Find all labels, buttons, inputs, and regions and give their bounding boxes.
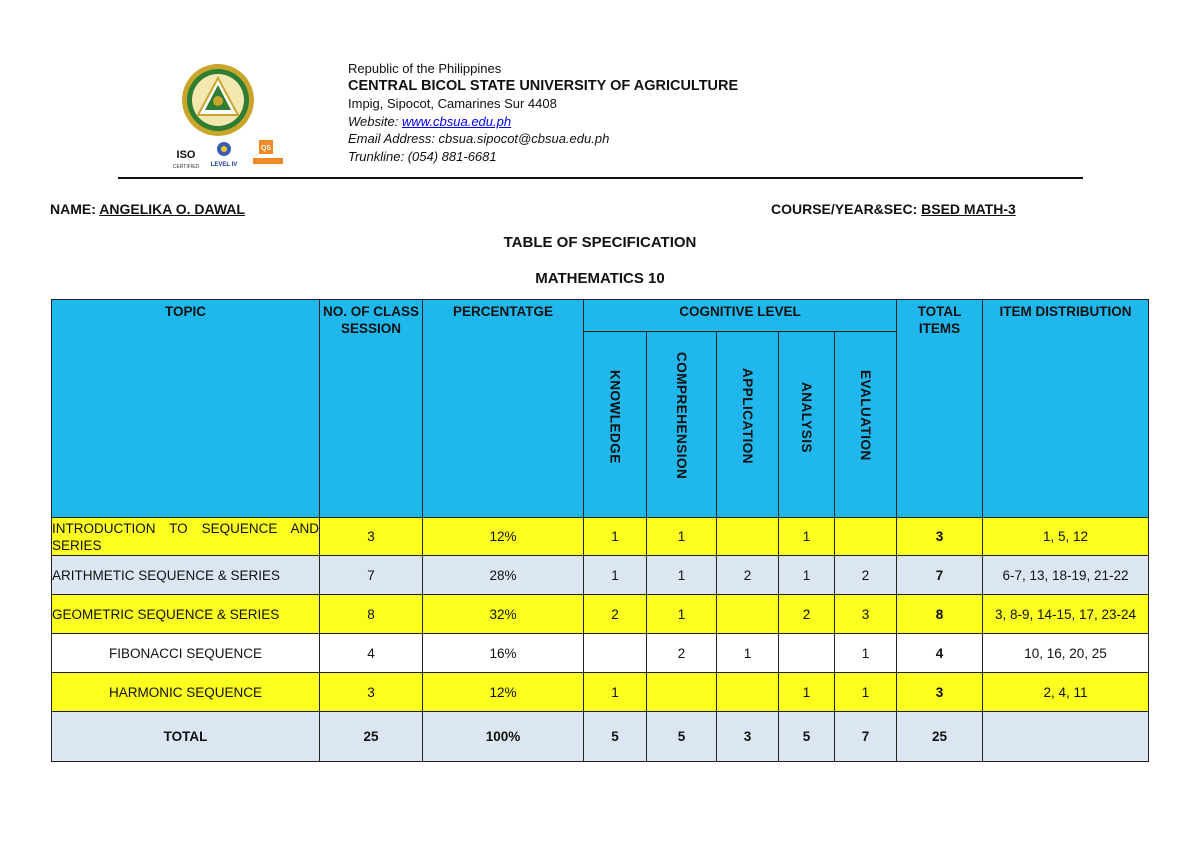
sessions-cell: 7 [320,556,423,595]
comprehension-cell [647,673,717,712]
comprehension-cell: 1 [647,595,717,634]
comprehension-cell: 1 [647,518,717,556]
percentage-cell: 12% [423,518,584,556]
analysis-cell: 1 [779,673,835,712]
analysis-cell: 1 [779,518,835,556]
website-line [348,113,738,131]
analysis-cell: 1 [779,556,835,595]
total-row [52,712,1149,762]
header-topic: TOPIC [52,300,320,518]
name-value: ANGELIKA O. DAWAL [99,201,245,217]
knowledge-cell: 1 [584,673,647,712]
total-comprehension-cell: 5 [647,712,717,762]
analysis-cell [779,634,835,673]
total-items-cell: 4 [897,634,983,673]
analysis-cell: 2 [779,595,835,634]
sessions-cell: 8 [320,595,423,634]
distribution-cell: 6-7, 13, 18-19, 21-22 [983,556,1149,595]
total-items-cell: 3 [897,673,983,712]
header-application [717,332,779,518]
table-row [52,673,1149,712]
application-cell: 1 [717,634,779,673]
distribution-cell: 10, 16, 20, 25 [983,634,1149,673]
website-label: Website: [348,113,402,129]
email-line: Email Address: cbsua.sipocot@cbsua.edu.ph [348,131,610,147]
header-class-sessions: NO. OF CLASS SESSION [320,300,423,518]
header-comprehension [647,332,717,518]
name-label: NAME: [50,201,100,217]
country-line: Republic of the Philippines [348,61,502,76]
application-cell [717,518,779,556]
header-analysis [779,332,835,518]
table-row [52,634,1149,673]
table-row [52,518,1149,556]
distribution-cell: 2, 4, 11 [983,673,1149,712]
total-items-cell: 3 [897,518,983,556]
header-percentage: PERCENTATGE [423,300,584,518]
student-name [50,201,245,217]
total-sessions-cell: 25 [320,712,423,762]
comprehension-cell: 2 [647,634,717,673]
course-year-section [771,201,1016,217]
application-cell: 2 [717,556,779,595]
total-items-cell: 7 [897,556,983,595]
university-address: Impig, Sipocot, Camarines Sur 4408 [348,96,557,112]
accreditation-badges-icon [171,134,291,174]
svg-text:CERTIFIED: CERTIFIED [172,164,200,170]
total-label-cell: TOTAL [52,712,320,762]
application-label: APPLICATION [740,368,755,464]
sessions-cell: 3 [320,673,423,712]
svg-text:QS: QS [260,145,272,152]
subject-title: MATHEMATICS 10 [535,270,665,287]
total-knowledge-cell: 5 [584,712,647,762]
header-item-distribution: ITEM DISTRIBUTION [983,300,1149,518]
topic-cell: GEOMETRIC SEQUENCE & SERIES [52,595,320,634]
course-value: BSED MATH-3 [921,201,1016,217]
topic-cell: HARMONIC SEQUENCE [52,673,320,712]
topic-cell: INTRODUCTION TO SEQUENCE AND SERIES [52,518,320,556]
total-items-cell: 8 [897,595,983,634]
distribution-cell: 1, 5, 12 [983,518,1149,556]
total-evaluation-cell: 7 [835,712,897,762]
knowledge-cell: 1 [584,556,647,595]
evaluation-cell: 2 [835,556,897,595]
total-analysis-cell: 5 [779,712,835,762]
knowledge-cell: 1 [584,518,647,556]
comprehension-cell: 1 [647,556,717,595]
topic-cell: FIBONACCI SEQUENCE [52,634,320,673]
svg-text:ISO: ISO [176,149,196,161]
knowledge-label: KNOWLEDGE [607,370,623,464]
evaluation-cell: 3 [835,595,897,634]
university-letterhead [348,60,738,166]
distribution-cell: 3, 8-9, 14-15, 17, 23-24 [983,595,1149,634]
evaluation-cell: 1 [835,673,897,712]
knowledge-cell: 2 [584,595,647,634]
comprehension-label: COMPREHENSION [674,352,689,480]
university-name: CENTRAL BICOL STATE UNIVERSITY OF AGRICULTURE [348,77,739,94]
header-evaluation [835,332,897,518]
header-total-items: TOTAL ITEMS [897,300,983,518]
application-cell [717,673,779,712]
total-application-cell: 3 [717,712,779,762]
percentage-cell: 28% [423,556,584,595]
table-row [52,595,1149,634]
document-title: TABLE OF SPECIFICATION [503,234,697,251]
percentage-cell: 16% [423,634,584,673]
application-cell [717,595,779,634]
trunkline-line: Trunkline: (054) 881-6681 [348,148,497,164]
sessions-cell: 4 [320,634,423,673]
specification-table [51,299,1149,762]
svg-text:LEVEL IV: LEVEL IV [210,162,238,168]
total-percentage-cell: 100% [423,712,584,762]
header-divider [118,177,1083,179]
percentage-cell: 12% [423,673,584,712]
knowledge-cell [584,634,647,673]
sessions-cell: 3 [320,518,423,556]
evaluation-cell: 1 [835,634,897,673]
university-seal-logo [181,63,255,137]
course-label: COURSE/YEAR&SEC: [771,201,922,217]
analysis-label: ANALYSIS [799,382,814,454]
total-distribution-cell [983,712,1149,762]
evaluation-cell [835,518,897,556]
percentage-cell: 32% [423,595,584,634]
table-row [52,556,1149,595]
topic-cell: ARITHMETIC SEQUENCE & SERIES [52,556,320,595]
total-items-sum-cell: 25 [897,712,983,762]
website-link[interactable]: www.cbsua.edu.ph [401,113,512,129]
evaluation-label: EVALUATION [858,370,873,461]
header-cognitive-level: COGNITIVE LEVEL [584,300,897,332]
header-knowledge [584,332,647,518]
